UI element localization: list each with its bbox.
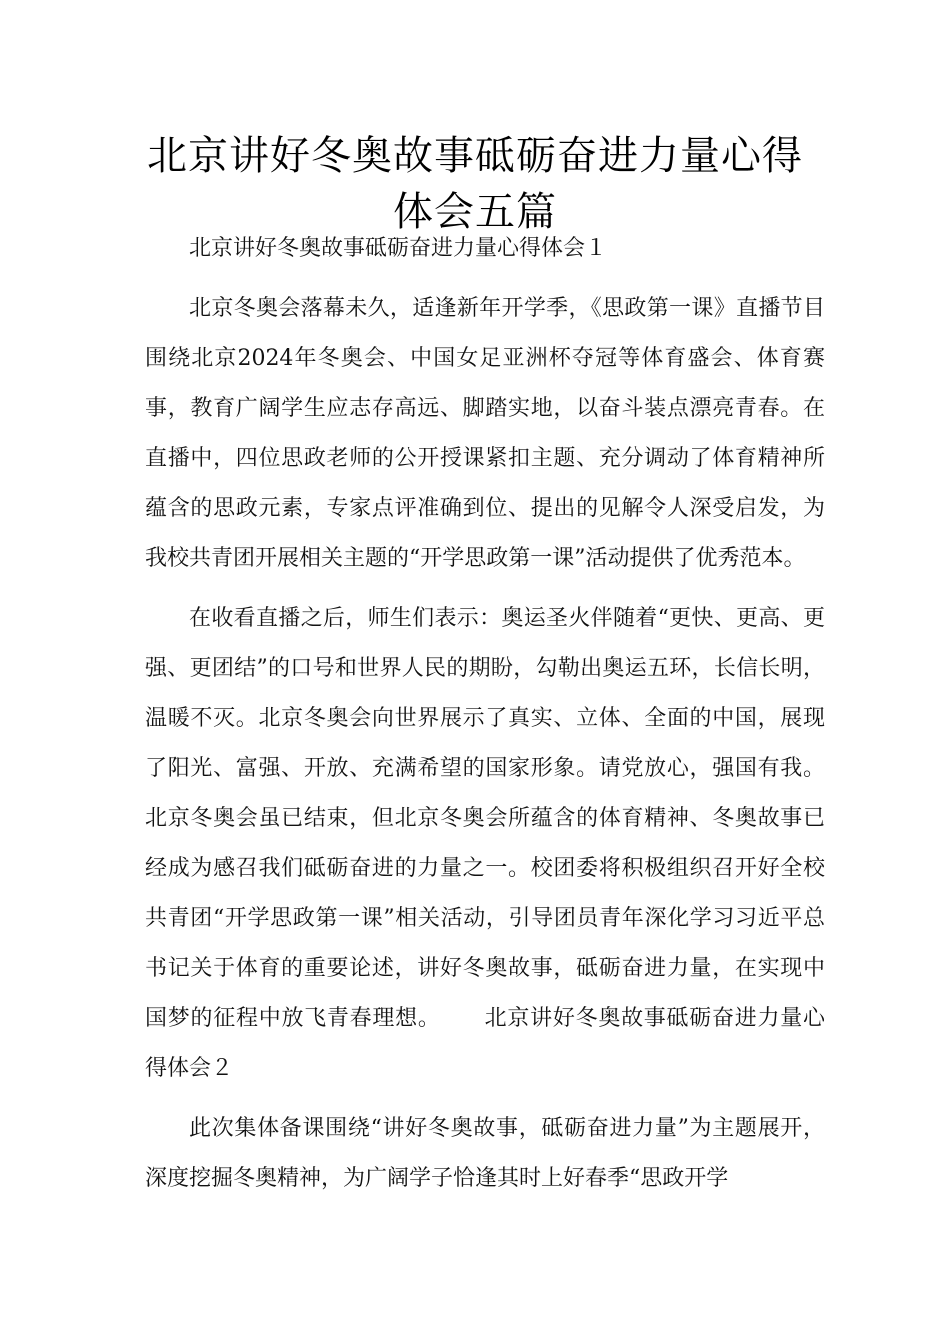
paragraph-2-text: 在收看直播之后，师生们表示：奥运圣火伴随着“更快、更高、更强、更团结”的口号和世界人民的期盼，勾勒出奥运五环，长信长明，温暖不灭。北京冬奥会向世界展示了真实、立体、全面的中国，展现了阳光、富强、开放、充满希望的国家形象。请党放心，强国有我。北京冬奥会虽已结束，但北京冬奥会所蕴含的体育精神、冬奥故事已经成为感召我们砥砺奋进的力量之一。校团委将积极组织召开好全校共青团“开学思政第一课”相关活动，引导团员青年深化学习习近平总书记关于体育的重要论述，讲好冬奥故事，砥砺奋进力量，在实现中国梦的征程中放飞青春理想。 bbox=[145, 606, 825, 1031]
paragraph-1: 北京冬奥会落幕未久，适逢新年开学季，《思政第一课》直播节目围绕北京2024年冬奥会、中国女足亚洲杯夺冠等体育盛会、体育赛事，教育广阔学生应志存高远、脚踏实地，以奋斗装点漂亮青春。在直播中，四位思政老师的公开授课紧扣主题、充分调动了体育精神所蕴含的思政元素，专家点评准确到位、提出的见解令人深受启发，为我校共青团开展相关主题的“开学思政第一课”活动提供了优秀范本。 bbox=[145, 296, 825, 571]
document-title: 北京讲好冬奥故事砥砺奋进力量心得体会五篇 bbox=[147, 133, 803, 235]
document-body bbox=[145, 224, 825, 1204]
paragraph-3: 此次集体备课围绕“讲好冬奥故事，砥砺奋进力量”为主题展开，深度挖掘冬奥精神，为广阔学子恰逢其时上好春季“思政开学 bbox=[145, 1116, 825, 1191]
paragraph-2 bbox=[145, 594, 825, 1094]
section-heading-1: 北京讲好冬奥故事砥砺奋进力量心得体会１ bbox=[189, 236, 608, 261]
section-heading-2: 北京讲好冬奥故事砥砺奋进力量心得体会２ bbox=[145, 1006, 825, 1081]
